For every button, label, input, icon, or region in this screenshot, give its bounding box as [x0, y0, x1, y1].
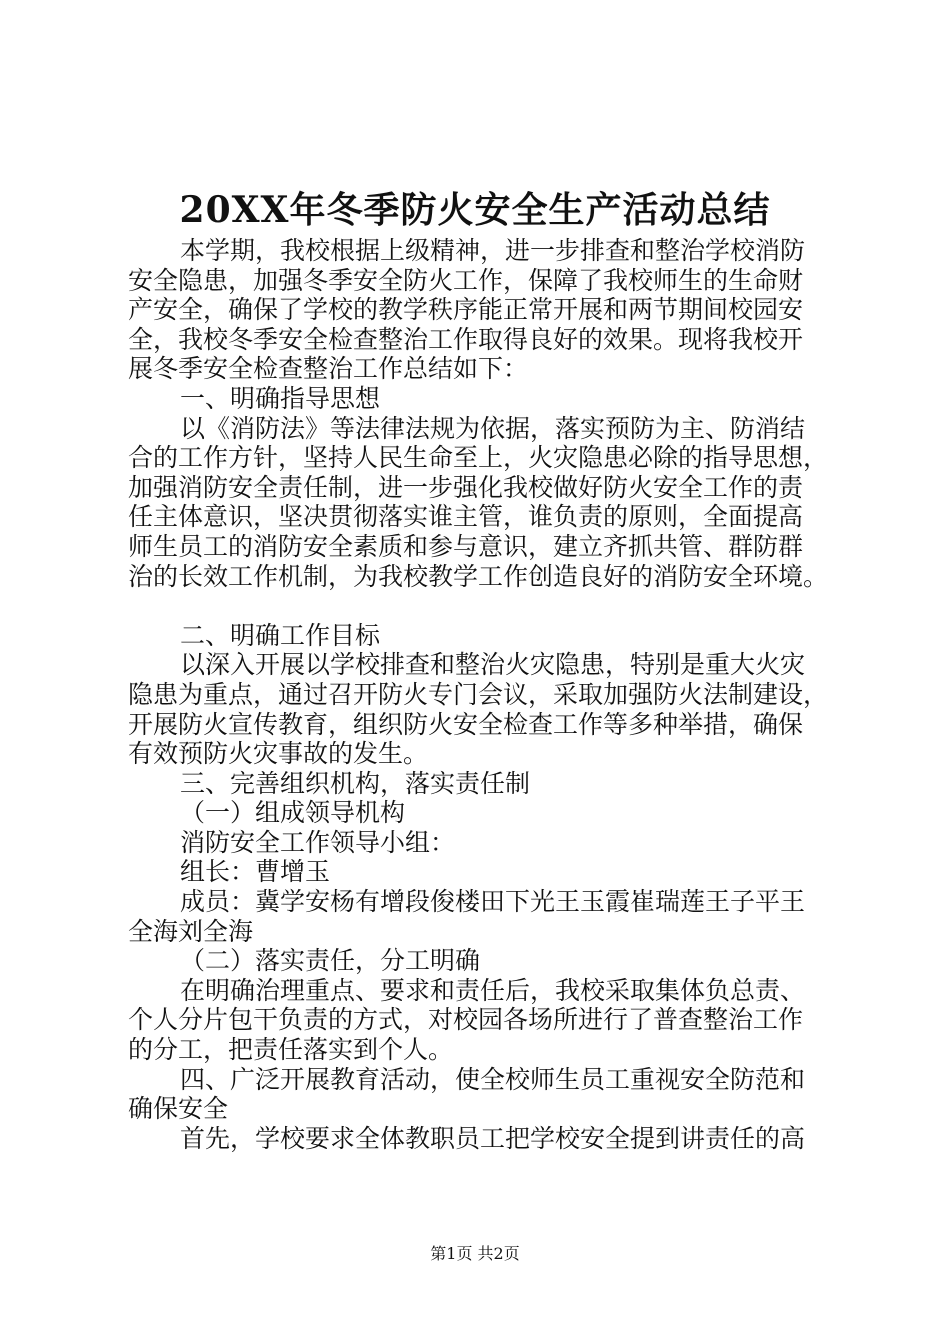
text-line: 组长：曹增玉: [180, 857, 331, 887]
text-line: 四、广泛开展教育活动，使全校师生员工重视安全防范和: [180, 1064, 806, 1094]
text-line: 任主体意识，坚决贯彻落实谁主管，谁负责的原则，全面提高: [128, 502, 804, 532]
text-line: 合的工作方针，坚持人民生命至上，火灾隐患必除的指导思想，: [128, 443, 829, 473]
text-line: 隐患为重点，通过召开防火专门会议，采取加强防火法制建设，: [128, 679, 829, 709]
text-line: 全，我校冬季安全检查整治工作取得良好的效果。现将我校开: [128, 324, 804, 354]
text-line: 三、完善组织机构，落实责任制: [180, 768, 531, 798]
text-line: （一）组成领导机构: [180, 798, 406, 828]
document-title: 20XX年冬季防火安全生产活动总结: [179, 189, 771, 231]
text-line: （二）落实责任，分工明确: [180, 946, 481, 976]
text-line: 一、明确指导思想: [180, 383, 381, 413]
text-line: 消防安全工作领导小组：: [180, 827, 456, 857]
text-line: 展冬季安全检查整治工作总结如下：: [128, 354, 529, 384]
text-line: 的分工，把责任落实到个人。: [128, 1035, 454, 1065]
text-line: 全海刘全海: [128, 916, 254, 946]
document-body: [128, 236, 846, 1153]
text-line: 确保安全: [128, 1094, 229, 1124]
text-line: 有效预防火灾事故的发生。: [128, 739, 429, 769]
text-line: 安全隐患，加强冬季安全防火工作，保障了我校师生的生命财: [128, 265, 804, 295]
text-line: 师生员工的消防安全素质和参与意识，建立齐抓共管、群防群: [128, 531, 804, 561]
paragraph-gap: [128, 591, 846, 621]
text-line: 产安全，确保了学校的教学秩序能正常开展和两节期间校园安: [128, 295, 804, 325]
page-footer: 第1页 共2页: [430, 1244, 520, 1263]
text-line: 开展防火宣传教育，组织防火安全检查工作等多种举措，确保: [128, 709, 804, 739]
text-line: 首先，学校要求全体教职员工把学校安全提到讲责任的高: [180, 1123, 806, 1153]
text-line: 本学期，我校根据上级精神，进一步排查和整治学校消防: [180, 236, 806, 265]
text-line: 二、明确工作目标: [180, 620, 381, 650]
text-line: 在明确治理重点、要求和责任后，我校采取集体负总责、: [180, 975, 806, 1005]
text-line: 个人分片包干负责的方式，对校园各场所进行了普查整治工作: [128, 1005, 804, 1035]
text-line: 成员：冀学安杨有增段俊楼田下光王玉霞崔瑞莲王子平王: [180, 887, 806, 917]
text-line: 以深入开展以学校排查和整治火灾隐患，特别是重大火灾: [180, 650, 806, 680]
text-line: 治的长效工作机制，为我校教学工作创造良好的消防安全环境。: [128, 561, 829, 591]
text-line: 以《消防法》等法律法规为依据，落实预防为主、防消结: [180, 413, 806, 443]
text-line: 加强消防安全责任制，进一步强化我校做好防火安全工作的责: [128, 472, 804, 502]
